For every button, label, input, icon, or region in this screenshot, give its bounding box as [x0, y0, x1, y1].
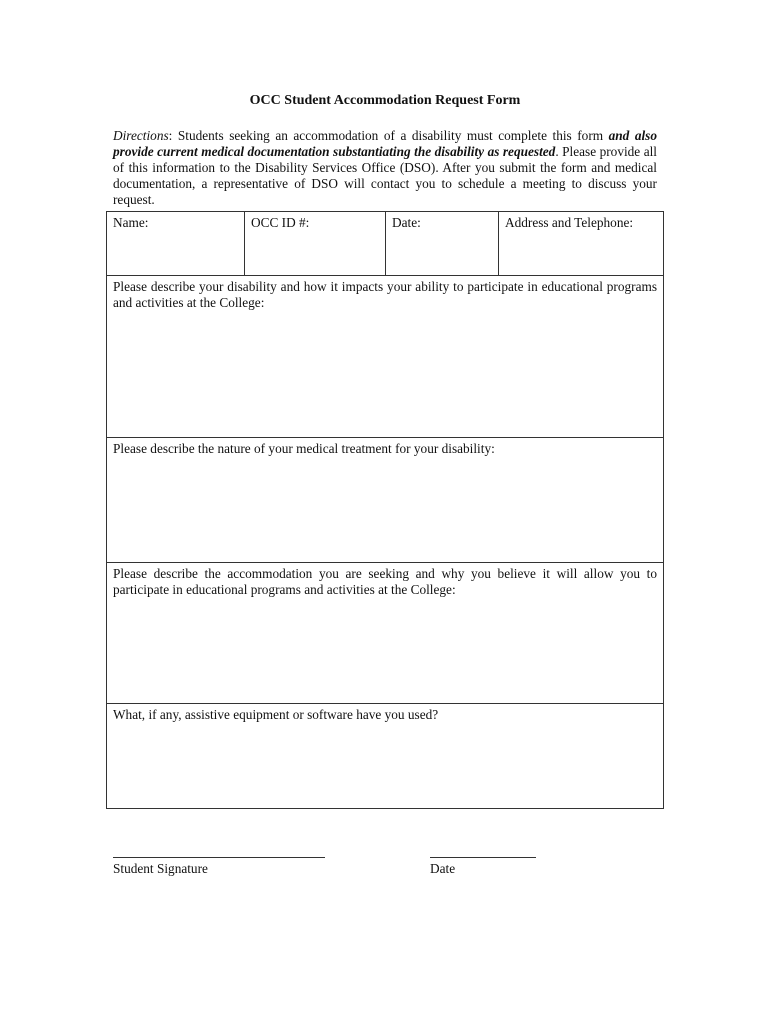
occ-id-label: OCC ID #: — [251, 215, 310, 230]
directions-label: Directions — [113, 128, 169, 143]
medical-treatment-prompt: Please describe the nature of your medical treatment for your disability: — [113, 441, 495, 456]
student-signature-label: Student Signature — [113, 861, 208, 876]
date-field[interactable] — [386, 212, 499, 276]
directions-paragraph — [113, 128, 657, 208]
occ-id-field[interactable] — [245, 212, 386, 276]
disability-impact-prompt: Please describe your disability and how it impacts your ability to participate in educational programs and activities at the College: — [113, 279, 657, 310]
address-telephone-label: Address and Telephone: — [505, 215, 634, 230]
request-form-table — [106, 211, 664, 809]
assistive-equipment-row — [107, 704, 664, 809]
medical-treatment-field[interactable] — [107, 438, 664, 563]
name-label: Name: — [113, 215, 149, 230]
medical-treatment-row — [107, 438, 664, 563]
signature-date-label: Date — [430, 861, 456, 876]
directions-emphasis: and also provide current medical documentation substantiating the disability as requested — [113, 128, 658, 159]
name-field[interactable] — [107, 212, 245, 276]
student-info-row — [107, 212, 664, 276]
disability-impact-row — [107, 276, 664, 438]
accommodation-row — [107, 563, 664, 704]
accommodation-prompt: Please describe the accommodation you are seeking and why you believe it will allow you to participate in educational programs and activities at the College: — [113, 566, 657, 597]
date-label: Date: — [392, 215, 421, 230]
assistive-equipment-prompt: What, if any, assistive equipment or software have you used? — [113, 707, 439, 722]
signature-date-line[interactable] — [430, 857, 536, 858]
assistive-equipment-field[interactable] — [107, 704, 664, 809]
form-title: OCC Student Accommodation Request Form — [249, 93, 521, 108]
directions-text-part2: . Please provide all of this information to the Disability Services Office (DSO). After you submit the form and medical documentation, a representative of DSO will contact you to schedule a meeting to discuss your request. — [113, 144, 657, 207]
student-signature-line[interactable] — [113, 857, 325, 858]
address-telephone-field[interactable] — [499, 212, 664, 276]
accommodation-field[interactable] — [107, 563, 664, 704]
directions-text-part1: : Students seeking an accommodation of a disability must complete this form — [168, 128, 609, 143]
disability-impact-field[interactable] — [107, 276, 664, 438]
